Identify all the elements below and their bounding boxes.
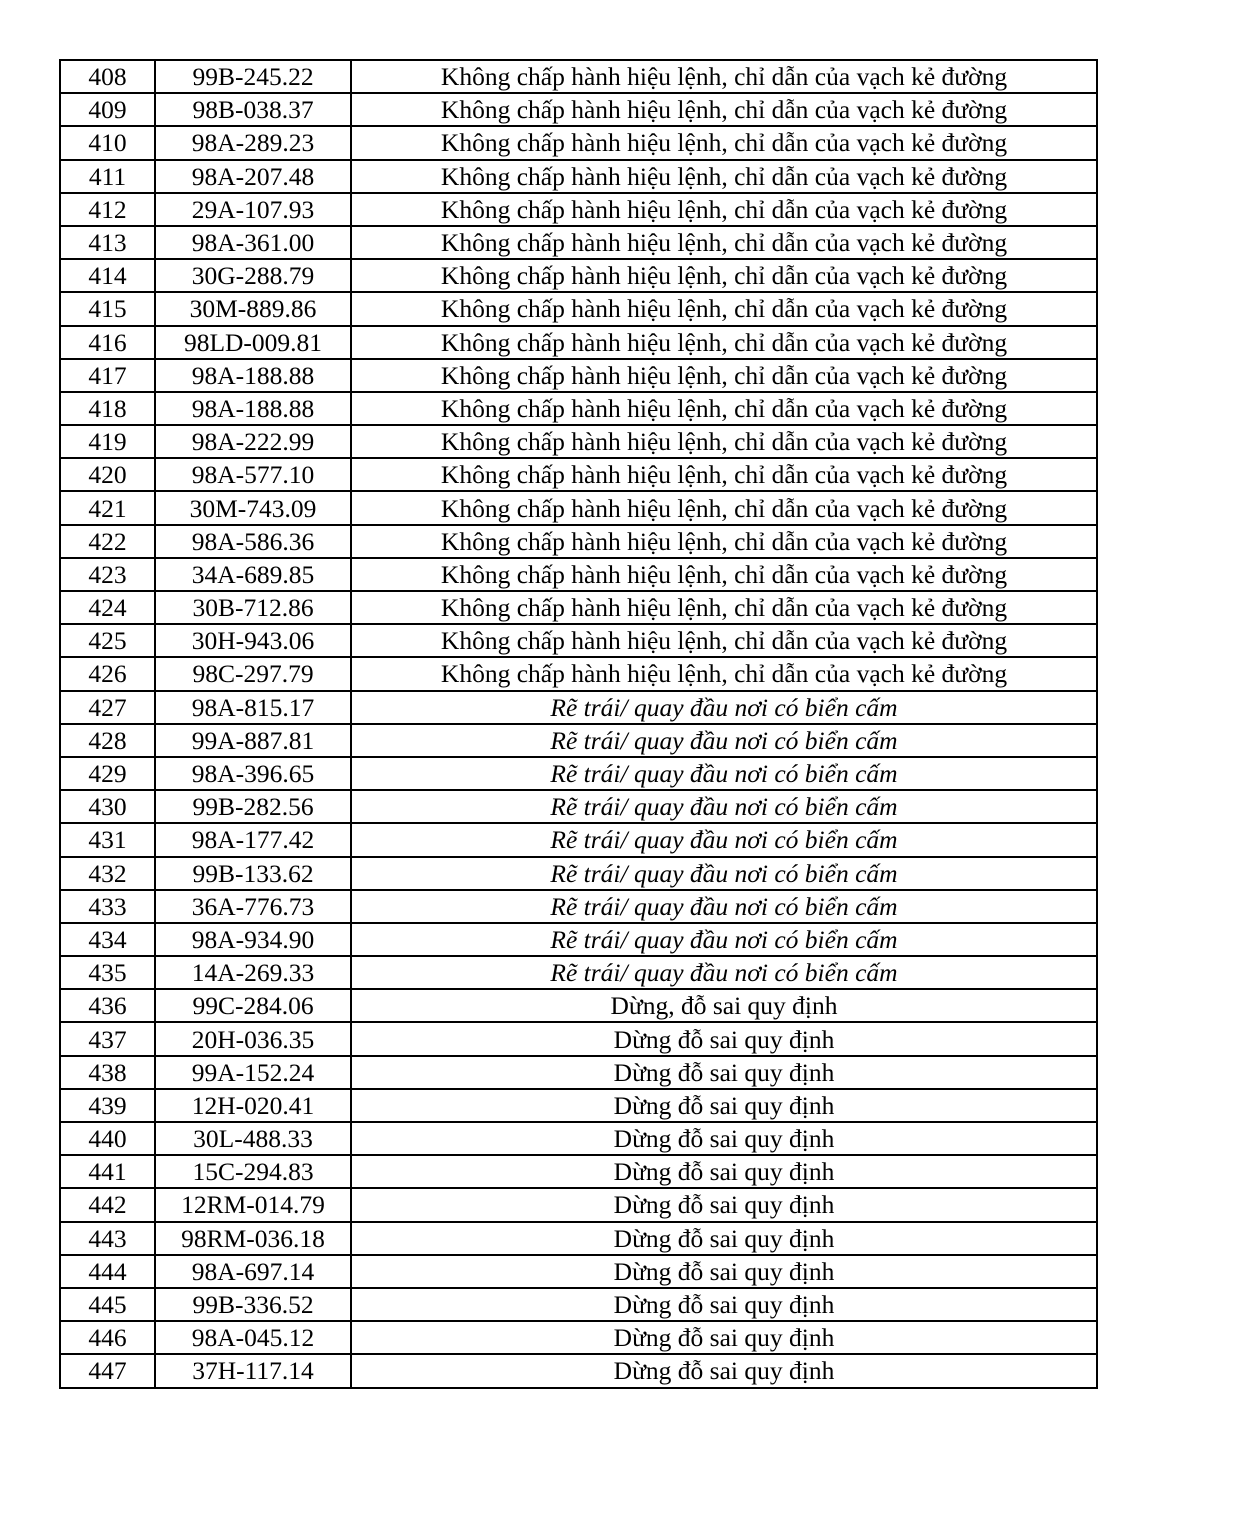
license-plate-cell: 30L-488.33 [155,1122,351,1155]
row-number-cell: 427 [60,691,155,724]
violation-cell: Không chấp hành hiệu lệnh, chỉ dẫn của vạch kẻ đường [351,93,1097,126]
license-plate-cell: 98A-586.36 [155,525,351,558]
table-row [60,591,1097,624]
violation-cell: Dừng đỗ sai quy định [351,1122,1097,1155]
table-row [60,1255,1097,1288]
license-plate-cell: 99B-133.62 [155,857,351,890]
license-plate-cell: 99B-336.52 [155,1288,351,1321]
license-plate-cell: 30H-943.06 [155,624,351,657]
license-plate-cell: 99A-887.81 [155,724,351,757]
row-number-cell: 409 [60,93,155,126]
violation-cell: Rẽ trái/ quay đầu nơi có biển cấm [351,890,1097,923]
license-plate-cell: 98B-038.37 [155,93,351,126]
table-row [60,458,1097,491]
license-plate-cell: 30B-712.86 [155,591,351,624]
violation-cell: Dừng đỗ sai quy định [351,1056,1097,1089]
violation-cell: Rẽ trái/ quay đầu nơi có biển cấm [351,923,1097,956]
table-row [60,126,1097,159]
violation-cell: Rẽ trái/ quay đầu nơi có biển cấm [351,823,1097,856]
violation-cell: Không chấp hành hiệu lệnh, chỉ dẫn của vạch kẻ đường [351,126,1097,159]
license-plate-cell: 30M-743.09 [155,491,351,524]
table-row [60,1089,1097,1122]
table-row [60,790,1097,823]
license-plate-cell: 15C-294.83 [155,1155,351,1188]
violation-cell: Không chấp hành hiệu lệnh, chỉ dẫn của vạch kẻ đường [351,558,1097,591]
row-number-cell: 441 [60,1155,155,1188]
license-plate-cell: 30G-288.79 [155,259,351,292]
row-number-cell: 435 [60,956,155,989]
table-row [60,193,1097,226]
table-row [60,425,1097,458]
table-row [60,1288,1097,1321]
table-row [60,259,1097,292]
row-number-cell: 433 [60,890,155,923]
violation-cell: Không chấp hành hiệu lệnh, chỉ dẫn của vạch kẻ đường [351,326,1097,359]
table-row [60,558,1097,591]
violation-cell: Dừng, đỗ sai quy định [351,989,1097,1022]
violation-cell: Dừng đỗ sai quy định [351,1354,1097,1387]
table-row [60,60,1097,93]
license-plate-cell: 98RM-036.18 [155,1222,351,1255]
table-row [60,757,1097,790]
row-number-cell: 434 [60,923,155,956]
violation-cell: Không chấp hành hiệu lệnh, chỉ dẫn của vạch kẻ đường [351,491,1097,524]
table-row [60,1354,1097,1387]
row-number-cell: 423 [60,558,155,591]
row-number-cell: 431 [60,823,155,856]
table-row [60,1188,1097,1221]
row-number-cell: 428 [60,724,155,757]
row-number-cell: 417 [60,359,155,392]
license-plate-cell: 37H-117.14 [155,1354,351,1387]
row-number-cell: 429 [60,757,155,790]
row-number-cell: 432 [60,857,155,890]
license-plate-cell: 98A-207.48 [155,160,351,193]
violation-cell: Không chấp hành hiệu lệnh, chỉ dẫn của vạch kẻ đường [351,458,1097,491]
row-number-cell: 437 [60,1022,155,1055]
license-plate-cell: 12H-020.41 [155,1089,351,1122]
table-row [60,392,1097,425]
row-number-cell: 439 [60,1089,155,1122]
violation-cell: Không chấp hành hiệu lệnh, chỉ dẫn của vạch kẻ đường [351,392,1097,425]
violation-cell: Dừng đỗ sai quy định [351,1222,1097,1255]
violations-table-body [60,60,1097,1388]
table-row [60,491,1097,524]
table-row [60,624,1097,657]
table-row [60,1022,1097,1055]
table-row [60,160,1097,193]
row-number-cell: 425 [60,624,155,657]
row-number-cell: 442 [60,1188,155,1221]
table-row [60,923,1097,956]
row-number-cell: 436 [60,989,155,1022]
violation-cell: Rẽ trái/ quay đầu nơi có biển cấm [351,691,1097,724]
row-number-cell: 443 [60,1222,155,1255]
license-plate-cell: 99C-284.06 [155,989,351,1022]
row-number-cell: 424 [60,591,155,624]
violation-cell: Không chấp hành hiệu lệnh, chỉ dẫn của vạch kẻ đường [351,525,1097,558]
violation-cell: Dừng đỗ sai quy định [351,1321,1097,1354]
table-row [60,657,1097,690]
row-number-cell: 444 [60,1255,155,1288]
row-number-cell: 420 [60,458,155,491]
violation-cell: Không chấp hành hiệu lệnh, chỉ dẫn của vạch kẻ đường [351,259,1097,292]
violation-cell: Rẽ trái/ quay đầu nơi có biển cấm [351,956,1097,989]
row-number-cell: 416 [60,326,155,359]
license-plate-cell: 12RM-014.79 [155,1188,351,1221]
license-plate-cell: 29A-107.93 [155,193,351,226]
violation-cell: Không chấp hành hiệu lệnh, chỉ dẫn của vạch kẻ đường [351,591,1097,624]
row-number-cell: 447 [60,1354,155,1387]
license-plate-cell: 98A-361.00 [155,226,351,259]
license-plate-cell: 14A-269.33 [155,956,351,989]
table-row [60,1222,1097,1255]
table-row [60,724,1097,757]
table-row [60,1155,1097,1188]
table-row [60,359,1097,392]
row-number-cell: 415 [60,292,155,325]
table-row [60,857,1097,890]
table-row [60,1122,1097,1155]
row-number-cell: 430 [60,790,155,823]
license-plate-cell: 20H-036.35 [155,1022,351,1055]
license-plate-cell: 98A-396.65 [155,757,351,790]
license-plate-cell: 98A-188.88 [155,359,351,392]
table-row [60,93,1097,126]
violation-cell: Dừng đỗ sai quy định [351,1188,1097,1221]
violation-cell: Không chấp hành hiệu lệnh, chỉ dẫn của vạch kẻ đường [351,657,1097,690]
violation-cell: Dừng đỗ sai quy định [351,1089,1097,1122]
license-plate-cell: 36A-776.73 [155,890,351,923]
violations-table [59,59,1098,1389]
violation-cell: Không chấp hành hiệu lệnh, chỉ dẫn của vạch kẻ đường [351,160,1097,193]
violation-cell: Không chấp hành hiệu lệnh, chỉ dẫn của vạch kẻ đường [351,226,1097,259]
license-plate-cell: 99B-245.22 [155,60,351,93]
row-number-cell: 422 [60,525,155,558]
table-row [60,326,1097,359]
row-number-cell: 419 [60,425,155,458]
table-row [60,292,1097,325]
row-number-cell: 412 [60,193,155,226]
table-row [60,989,1097,1022]
violation-cell: Không chấp hành hiệu lệnh, chỉ dẫn của vạch kẻ đường [351,359,1097,392]
violation-cell: Không chấp hành hiệu lệnh, chỉ dẫn của vạch kẻ đường [351,624,1097,657]
table-row [60,226,1097,259]
row-number-cell: 413 [60,226,155,259]
violation-cell: Dừng đỗ sai quy định [351,1288,1097,1321]
row-number-cell: 438 [60,1056,155,1089]
license-plate-cell: 30M-889.86 [155,292,351,325]
table-row [60,823,1097,856]
violation-cell: Không chấp hành hiệu lệnh, chỉ dẫn của vạch kẻ đường [351,425,1097,458]
license-plate-cell: 98A-577.10 [155,458,351,491]
violation-cell: Không chấp hành hiệu lệnh, chỉ dẫn của vạch kẻ đường [351,60,1097,93]
table-row [60,890,1097,923]
violation-cell: Không chấp hành hiệu lệnh, chỉ dẫn của vạch kẻ đường [351,193,1097,226]
row-number-cell: 410 [60,126,155,159]
license-plate-cell: 98A-934.90 [155,923,351,956]
row-number-cell: 414 [60,259,155,292]
license-plate-cell: 99A-152.24 [155,1056,351,1089]
table-row [60,525,1097,558]
license-plate-cell: 98A-177.42 [155,823,351,856]
row-number-cell: 446 [60,1321,155,1354]
row-number-cell: 426 [60,657,155,690]
row-number-cell: 445 [60,1288,155,1321]
license-plate-cell: 98A-289.23 [155,126,351,159]
violation-cell: Rẽ trái/ quay đầu nơi có biển cấm [351,790,1097,823]
row-number-cell: 440 [60,1122,155,1155]
table-row [60,1056,1097,1089]
license-plate-cell: 99B-282.56 [155,790,351,823]
violation-cell: Dừng đỗ sai quy định [351,1022,1097,1055]
license-plate-cell: 98A-222.99 [155,425,351,458]
table-row [60,691,1097,724]
violation-cell: Dừng đỗ sai quy định [351,1255,1097,1288]
license-plate-cell: 98A-045.12 [155,1321,351,1354]
violation-cell: Dừng đỗ sai quy định [351,1155,1097,1188]
violation-cell: Rẽ trái/ quay đầu nơi có biển cấm [351,857,1097,890]
row-number-cell: 418 [60,392,155,425]
row-number-cell: 408 [60,60,155,93]
license-plate-cell: 98C-297.79 [155,657,351,690]
license-plate-cell: 98A-697.14 [155,1255,351,1288]
license-plate-cell: 34A-689.85 [155,558,351,591]
row-number-cell: 421 [60,491,155,524]
license-plate-cell: 98LD-009.81 [155,326,351,359]
violation-cell: Rẽ trái/ quay đầu nơi có biển cấm [351,757,1097,790]
table-row [60,1321,1097,1354]
table-row [60,956,1097,989]
license-plate-cell: 98A-815.17 [155,691,351,724]
violation-cell: Rẽ trái/ quay đầu nơi có biển cấm [351,724,1097,757]
row-number-cell: 411 [60,160,155,193]
license-plate-cell: 98A-188.88 [155,392,351,425]
violation-cell: Không chấp hành hiệu lệnh, chỉ dẫn của vạch kẻ đường [351,292,1097,325]
